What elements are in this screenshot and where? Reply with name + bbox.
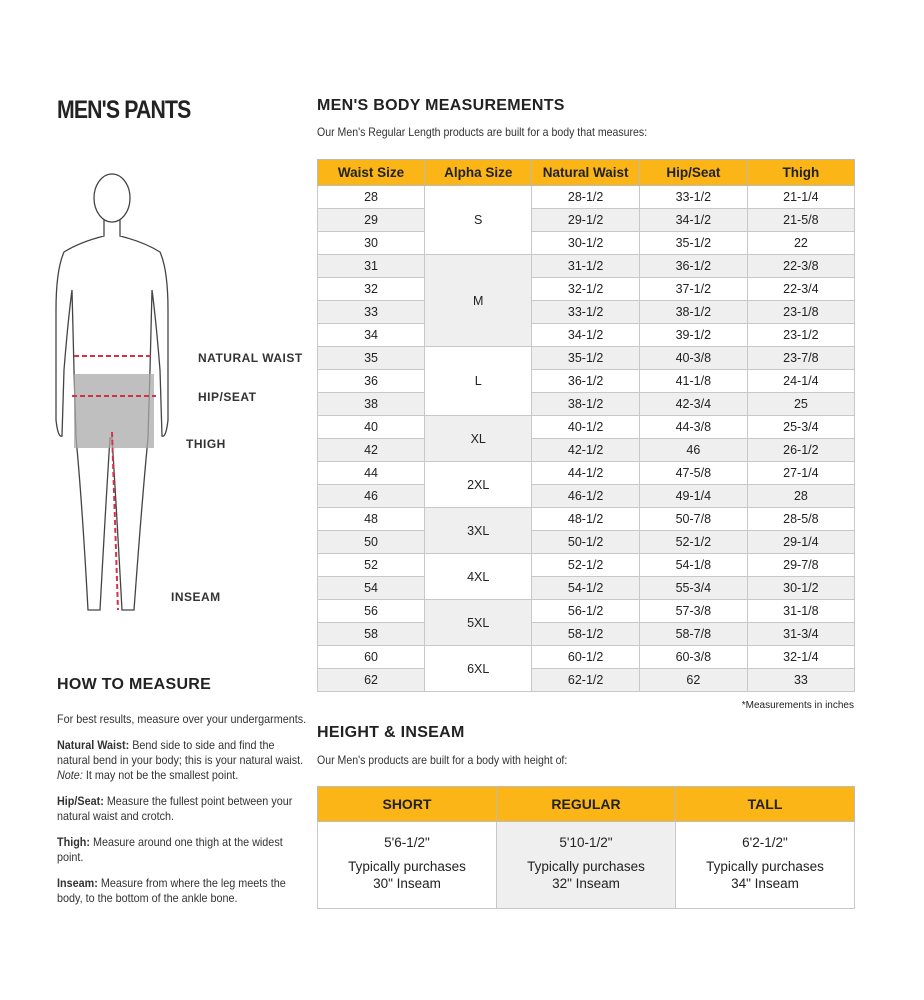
label-hip-seat: HIP/SEAT — [198, 390, 257, 404]
body-measurements-heading: MEN'S BODY MEASUREMENTS — [317, 97, 565, 114]
table-cell: 52-1/2 — [532, 554, 640, 577]
table-cell: 30 — [318, 232, 425, 255]
table-cell: 58-1/2 — [532, 623, 640, 646]
table-row — [318, 370, 855, 393]
table-cell: 49-1/4 — [639, 485, 747, 508]
height-cell-height: 5'10-1/2" — [559, 835, 613, 850]
table-cell: 42 — [318, 439, 425, 462]
alpha-size-cell: 3XL — [425, 508, 532, 554]
alpha-size-cell: 4XL — [425, 554, 532, 600]
table-cell: 21-5/8 — [747, 209, 854, 232]
column-header: Alpha Size — [425, 160, 532, 186]
table-cell: 32-1/2 — [532, 278, 640, 301]
table-cell: 36-1/2 — [532, 370, 640, 393]
table-row — [318, 554, 855, 577]
alpha-size-cell: 6XL — [425, 646, 532, 692]
table-row — [318, 232, 855, 255]
table-cell: 48 — [318, 508, 425, 531]
column-header: SHORT — [318, 787, 497, 822]
table-cell: 44-1/2 — [532, 462, 640, 485]
table-row — [318, 301, 855, 324]
table-cell: 35 — [318, 347, 425, 370]
body-figure — [50, 170, 170, 630]
table-cell: 29-7/8 — [747, 554, 854, 577]
table-cell: 28 — [318, 186, 425, 209]
table-row — [318, 485, 855, 508]
table-cell: 60-3/8 — [639, 646, 747, 669]
table-cell: 58-7/8 — [639, 623, 747, 646]
table-cell: 52-1/2 — [639, 531, 747, 554]
column-header: TALL — [676, 787, 855, 822]
height-cell — [676, 822, 855, 909]
label-thigh: THIGH — [186, 437, 226, 451]
text: Measure from where the leg meets the body, to the bottom of the ankle bone. — [57, 876, 286, 905]
term: Thigh: — [57, 835, 90, 849]
note: It may not be the smallest point. — [82, 768, 239, 782]
table-cell: 31 — [318, 255, 425, 278]
term: Inseam: — [57, 876, 98, 890]
table-cell: 50 — [318, 531, 425, 554]
table-cell: 60-1/2 — [532, 646, 640, 669]
table-row — [318, 623, 855, 646]
alpha-size-cell: 2XL — [425, 462, 532, 508]
table-cell: 50-7/8 — [639, 508, 747, 531]
table-cell: 57-3/8 — [639, 600, 747, 623]
alpha-size-cell: L — [425, 347, 532, 416]
table-row — [318, 186, 855, 209]
table-cell: 23-1/8 — [747, 301, 854, 324]
text: Bend side to side and find the natural bend in your body; this is your natural waist. — [57, 738, 304, 767]
table-row — [318, 439, 855, 462]
intro: For best results, measure over your undergarments. — [57, 712, 307, 726]
table-cell: 55-3/4 — [639, 577, 747, 600]
body-measurements-table — [317, 159, 855, 692]
table-row — [318, 278, 855, 301]
table-cell: 31-1/8 — [747, 600, 854, 623]
table-row — [318, 209, 855, 232]
table-row — [318, 255, 855, 278]
table-cell: 44 — [318, 462, 425, 485]
table-cell: 36-1/2 — [639, 255, 747, 278]
table-cell: 34-1/2 — [532, 324, 640, 347]
table-cell: 62 — [318, 669, 425, 692]
table-row — [318, 393, 855, 416]
table-cell: 41-1/8 — [639, 370, 747, 393]
alpha-size-cell: M — [425, 255, 532, 347]
table-cell: 40 — [318, 416, 425, 439]
table-cell: 31-1/2 — [532, 255, 640, 278]
table-cell: 62 — [639, 669, 747, 692]
table-cell: 28-1/2 — [532, 186, 640, 209]
term: Hip/Seat: — [57, 794, 104, 808]
table-row — [318, 531, 855, 554]
table-row — [318, 669, 855, 692]
table-cell: 29-1/2 — [532, 209, 640, 232]
page-title: MEN'S PANTS — [57, 96, 191, 124]
table-cell: 40-3/8 — [639, 347, 747, 370]
table-cell: 46-1/2 — [532, 485, 640, 508]
table-cell: 39-1/2 — [639, 324, 747, 347]
table-cell: 25 — [747, 393, 854, 416]
table-cell: 62-1/2 — [532, 669, 640, 692]
table-cell: 52 — [318, 554, 425, 577]
table-cell: 46 — [318, 485, 425, 508]
table-row — [318, 600, 855, 623]
table-cell: 58 — [318, 623, 425, 646]
table-cell: 28 — [747, 485, 854, 508]
height-cell-line1: Typically purchases — [527, 859, 645, 874]
text: Measure around one thigh at the widest point. — [57, 835, 283, 864]
alpha-size-cell: XL — [425, 416, 532, 462]
table-cell: 30-1/2 — [747, 577, 854, 600]
table-cell: 48-1/2 — [532, 508, 640, 531]
term: Natural Waist: — [57, 738, 130, 752]
table-cell: 54 — [318, 577, 425, 600]
table-cell: 26-1/2 — [747, 439, 854, 462]
table-row — [318, 577, 855, 600]
table-cell: 47-5/8 — [639, 462, 747, 485]
table-cell: 23-7/8 — [747, 347, 854, 370]
height-cell-line2: 32" Inseam — [552, 876, 620, 891]
height-cell-line2: 30" Inseam — [373, 876, 441, 891]
table-cell: 31-3/4 — [747, 623, 854, 646]
table-cell: 32-1/4 — [747, 646, 854, 669]
height-cell-line1: Typically purchases — [348, 859, 466, 874]
table-cell: 24-1/4 — [747, 370, 854, 393]
text: Measure the fullest point between your natural waist and crotch. — [57, 794, 293, 823]
table-cell: 33-1/2 — [639, 186, 747, 209]
height-cell-line1: Typically purchases — [706, 859, 824, 874]
table-cell: 54-1/2 — [532, 577, 640, 600]
table-cell: 38-1/2 — [532, 393, 640, 416]
table-cell: 50-1/2 — [532, 531, 640, 554]
table-row — [318, 324, 855, 347]
table-row — [318, 347, 855, 370]
table-cell: 34 — [318, 324, 425, 347]
tip-inseam — [57, 876, 309, 906]
table-row — [318, 416, 855, 439]
table-cell: 46 — [639, 439, 747, 462]
height-inseam-heading: HEIGHT & INSEAM — [317, 724, 465, 741]
table-cell: 21-1/4 — [747, 186, 854, 209]
table-cell: 44-3/8 — [639, 416, 747, 439]
table-cell: 37-1/2 — [639, 278, 747, 301]
table-cell: 38-1/2 — [639, 301, 747, 324]
height-inseam-subtitle: Our Men's products are built for a body with height of: — [317, 753, 568, 767]
height-cell — [496, 822, 675, 909]
table-cell: 29-1/4 — [747, 531, 854, 554]
table-cell: 33 — [747, 669, 854, 692]
measurements-note: *Measurements in inches — [741, 700, 854, 711]
height-inseam-table — [317, 786, 855, 909]
table-cell: 38 — [318, 393, 425, 416]
table-cell: 30-1/2 — [532, 232, 640, 255]
label-natural-waist: NATURAL WAIST — [198, 351, 303, 365]
how-to-measure-text — [57, 712, 307, 917]
table-cell: 22 — [747, 232, 854, 255]
height-cell-height: 5'6-1/2" — [384, 835, 430, 850]
tip-natural-waist — [57, 738, 309, 783]
height-cell-height: 6'2-1/2" — [742, 835, 788, 850]
table-row — [318, 646, 855, 669]
table-cell: 33 — [318, 301, 425, 324]
table-cell: 40-1/2 — [532, 416, 640, 439]
table-cell: 22-3/8 — [747, 255, 854, 278]
table-cell: 60 — [318, 646, 425, 669]
tip-hip-seat — [57, 794, 309, 824]
note-term: Note: — [57, 768, 83, 782]
column-header: Waist Size — [318, 160, 425, 186]
table-cell: 25-3/4 — [747, 416, 854, 439]
table-cell: 23-1/2 — [747, 324, 854, 347]
table-cell: 34-1/2 — [639, 209, 747, 232]
table-cell: 56 — [318, 600, 425, 623]
table-cell: 36 — [318, 370, 425, 393]
table-row — [318, 462, 855, 485]
table-cell: 35-1/2 — [639, 232, 747, 255]
column-header: Natural Waist — [532, 160, 640, 186]
label-inseam: INSEAM — [171, 590, 221, 604]
column-header: Thigh — [747, 160, 854, 186]
table-cell: 29 — [318, 209, 425, 232]
height-cell — [318, 822, 497, 909]
table-cell: 22-3/4 — [747, 278, 854, 301]
tip-thigh — [57, 835, 309, 865]
table-cell: 35-1/2 — [532, 347, 640, 370]
height-cell-line2: 34" Inseam — [731, 876, 799, 891]
alpha-size-cell: 5XL — [425, 600, 532, 646]
table-cell: 42-1/2 — [532, 439, 640, 462]
table-cell: 27-1/4 — [747, 462, 854, 485]
table-cell: 56-1/2 — [532, 600, 640, 623]
body-measurements-subtitle: Our Men's Regular Length products are built for a body that measures: — [317, 125, 648, 139]
table-row — [318, 508, 855, 531]
how-to-measure-heading: HOW TO MEASURE — [57, 676, 212, 693]
table-cell: 28-5/8 — [747, 508, 854, 531]
column-header: Hip/Seat — [639, 160, 747, 186]
table-cell: 54-1/8 — [639, 554, 747, 577]
table-cell: 32 — [318, 278, 425, 301]
table-cell: 42-3/4 — [639, 393, 747, 416]
table-cell: 33-1/2 — [532, 301, 640, 324]
column-header: REGULAR — [496, 787, 675, 822]
alpha-size-cell: S — [425, 186, 532, 255]
